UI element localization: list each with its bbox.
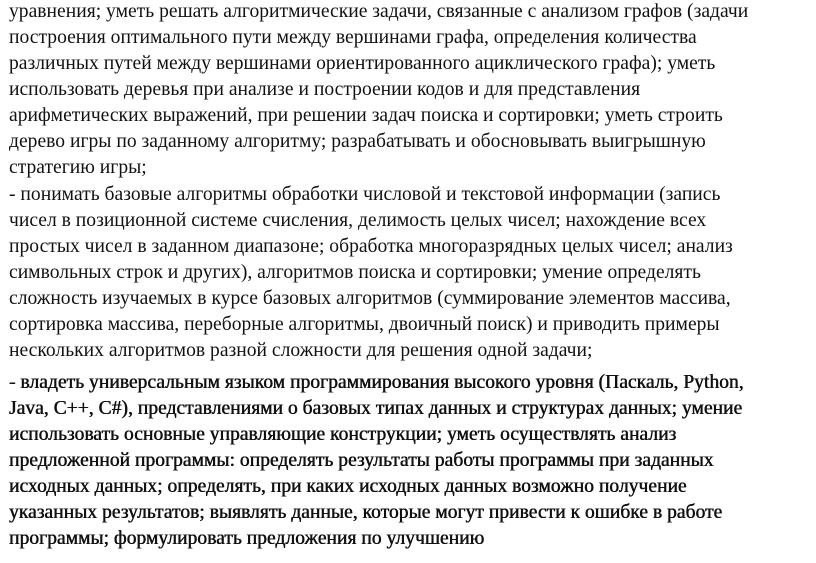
text-line: программы; формулировать предложения по улучшению <box>9 528 485 549</box>
text-line: арифметических выражений, при решении задач поиска и сортировки; уметь строить <box>9 105 723 126</box>
text-line: использовать деревья при анализе и построении кодов и для представления <box>9 79 641 100</box>
text-line: нескольких алгоритмов разной сложности для решения одной задачи; <box>9 340 593 361</box>
text-line: чисел в позиционной системе счисления, делимость целых чисел; нахождение всех <box>9 210 707 231</box>
text-line: использовать основные управляющие конструкции; уметь осуществлять анализ <box>9 424 677 445</box>
text-line: Java, C++, C#), представлениями о базовых типах данных и структурах данных; умение <box>9 398 743 419</box>
text-line: стратегию игры; <box>9 157 147 178</box>
text-line: сортировка массива, переборные алгоритмы, двоичный поиск) и приводить примеры <box>9 314 720 335</box>
text-line: построения оптимального пути между вершинами графа, определения количества <box>9 27 697 48</box>
text-line: простых чисел в заданном диапазоне; обработка многоразрядных целых чисел; анализ <box>9 236 733 257</box>
text-line: уравнения; уметь решать алгоритмические задачи, связанные с анализом графов (задачи <box>9 1 749 22</box>
text-line: дерево игры по заданному алгоритму; разрабатывать и обосновывать выигрышную <box>9 131 706 152</box>
text-line: символьных строк и других), алгоритмов поиска и сортировки; умение определять <box>9 262 701 283</box>
text-line: указанных результатов; выявлять данные, которые могут привести к ошибке в работе <box>9 502 723 523</box>
text-line: - понимать базовые алгоритмы обработки числовой и текстовой информации (запись <box>9 184 721 205</box>
text-line: исходных данных; определять, при каких исходных данных возможно получение <box>9 476 687 497</box>
text-line: сложность изучаемых в курсе базовых алгоритмов (суммирование элементов массива, <box>9 288 731 309</box>
text-line: предложенной программы: определять результаты работы программы при заданных <box>9 450 714 471</box>
text-line: - владеть универсальным языком программирования высокого уровня (Паскаль, Python, <box>9 372 744 393</box>
text-line: различных путей между вершинами ориентированного ациклического графа); уметь <box>9 53 716 74</box>
